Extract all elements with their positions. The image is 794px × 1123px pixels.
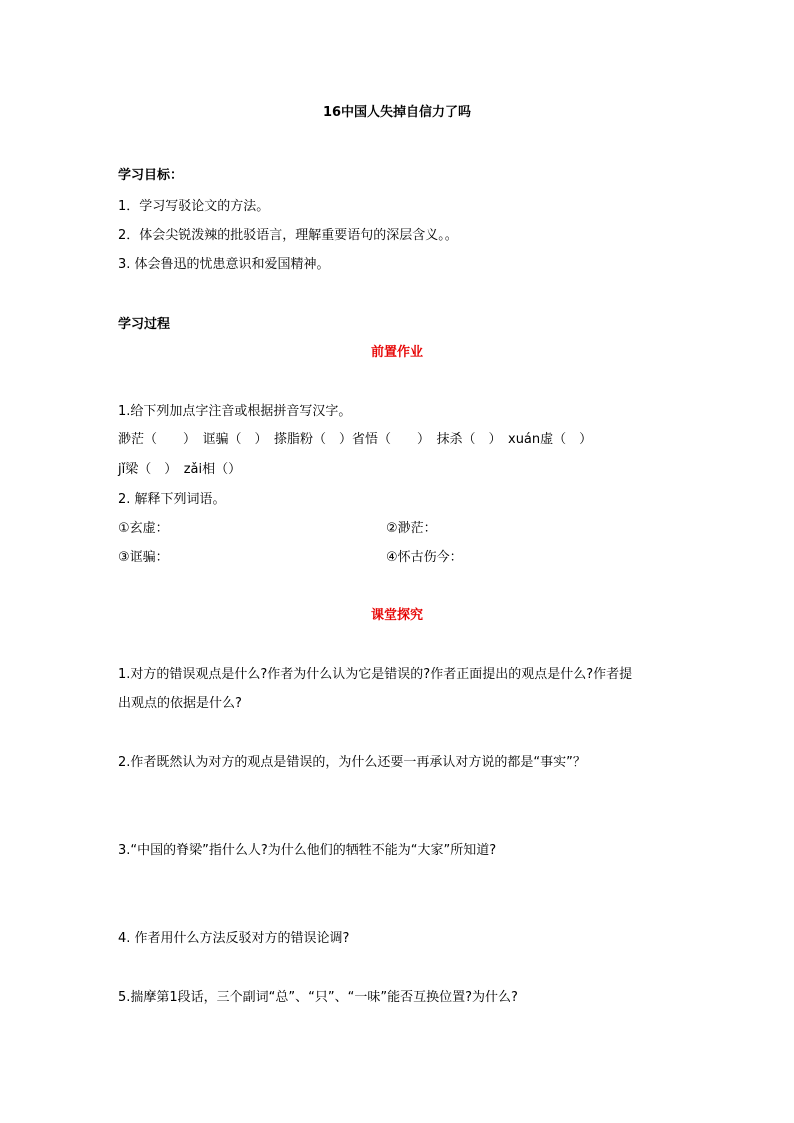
objective-item: 2．体会尖锐泼辣的批驳语言，理解重要语句的深层含义。。 (118, 228, 458, 243)
objectives-heading: 学习目标： (118, 168, 184, 183)
pre-work-heading: 前置作业 (370, 345, 423, 360)
process-heading: 学习过程 (118, 317, 171, 332)
inquiry-question-3: 3.“中国的脊梁”指什么人?为什么他们的牺牲不能为“大家”所知道? (118, 843, 497, 858)
term-item: ③诓骗： (118, 550, 169, 565)
pinyin-exercise-line: jǐ梁（ ） zǎi相（） (118, 462, 242, 477)
pre-work-question-1: 1.给下列加点字注音或根据拼音写汉字。 (118, 404, 352, 419)
inquiry-question-4: 4. 作者用什么方法反驳对方的错误论调? (118, 931, 350, 946)
inquiry-question-5: 5.揣摩第1段话，三个副词“总”、“只”、“一味”能否互换位置?为什么? (118, 990, 518, 1005)
term-item: ②渺茫： (386, 521, 437, 536)
document-title: 16中国人失掉自信力了吗 (322, 105, 472, 120)
pinyin-exercise-line: 渺茫（ ） 诓骗（ ） 搽脂粉（ ）省悟（ ） 抹杀（ ） xuán虚（ ） (118, 432, 593, 447)
inquiry-question-1: 1.对方的错误观点是什么?作者为什么认为它是错误的?作者正面提出的观点是什么?作者提 (118, 667, 633, 682)
objective-item: 3. 体会鲁迅的忧患意识和爱国精神。 (118, 257, 330, 272)
pre-work-question-2: 2. 解释下列词语。 (118, 492, 226, 507)
inquiry-heading: 课堂探究 (370, 608, 423, 623)
term-item: ④怀古伤今： (386, 550, 463, 565)
term-item: ①玄虚： (118, 521, 169, 536)
objective-item: 1．学习写驳论文的方法。 (118, 199, 270, 214)
inquiry-question-1-cont: 出观点的依据是什么? (118, 696, 242, 711)
inquiry-question-2: 2.作者既然认为对方的观点是错误的，为什么还要一再承认对方说的都是“事实”？ (118, 755, 586, 770)
